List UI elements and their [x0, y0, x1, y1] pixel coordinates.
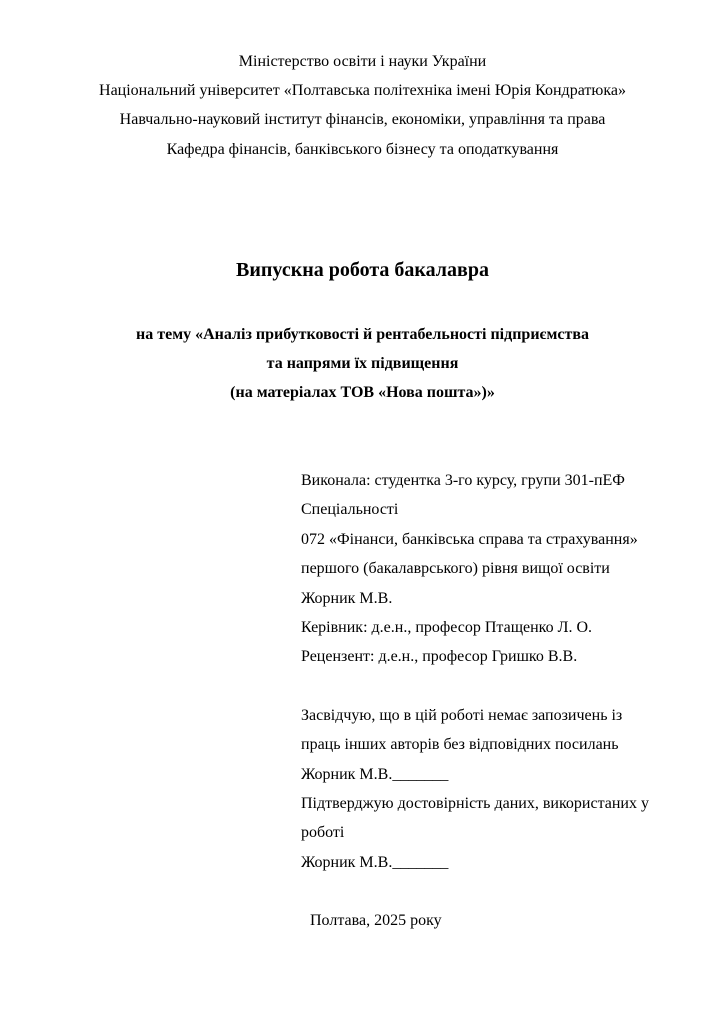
- theme-line-2: та напрями їх підвищення: [266, 355, 459, 372]
- signature-line-2: Жорник М.В._______: [301, 854, 449, 871]
- university-line: Національний університет «Полтавська політехніка імені Юрія Кондратюка»: [99, 82, 626, 99]
- institute-line: Навчально-науковий інститут фінансів, економіки, управління та права: [119, 111, 606, 128]
- reviewer: Рецензент: д.е.н., професор Гришко В.В.: [301, 648, 578, 665]
- declaration-line-1: Засвідчую, що в цій роботі немає запозичень із: [301, 707, 623, 724]
- education-level: першого (бакалаврського) рівня вищої освіти: [301, 560, 610, 577]
- signature-line-1: Жорник М.В._______: [301, 766, 449, 783]
- supervisor: Керівник: д.е.н., професор Птащенко Л. О.: [301, 619, 593, 636]
- declaration-line-2: праць інших авторів без відповідних посилань: [301, 736, 619, 753]
- city-year: Полтава, 2025 року: [310, 912, 442, 929]
- specialty: 072 «Фінанси, банківська справа та страхування»: [301, 531, 638, 548]
- specialty-label: Спеціальності: [301, 501, 399, 518]
- theme-line-1: на тему «Аналіз прибутковості й рентабельності підприємства: [136, 326, 589, 343]
- student-name: Жорник М.В.: [301, 590, 393, 607]
- confirm-line-1: Підтверджую достовірність даних, використаних у: [301, 795, 649, 812]
- page-title: Випускна робота бакалавра: [236, 259, 489, 281]
- theme-line-3: (на матеріалах ТОВ «Нова пошта»)»: [230, 384, 495, 401]
- performed-by: Виконала: студентка 3-го курсу, групи 301-пЕФ: [301, 472, 625, 489]
- ministry-line: Міністерство освіти і науки України: [238, 53, 487, 70]
- department-line: Кафедра фінансів, банківського бізнесу та оподаткування: [166, 141, 559, 158]
- confirm-line-2: роботі: [301, 824, 345, 841]
